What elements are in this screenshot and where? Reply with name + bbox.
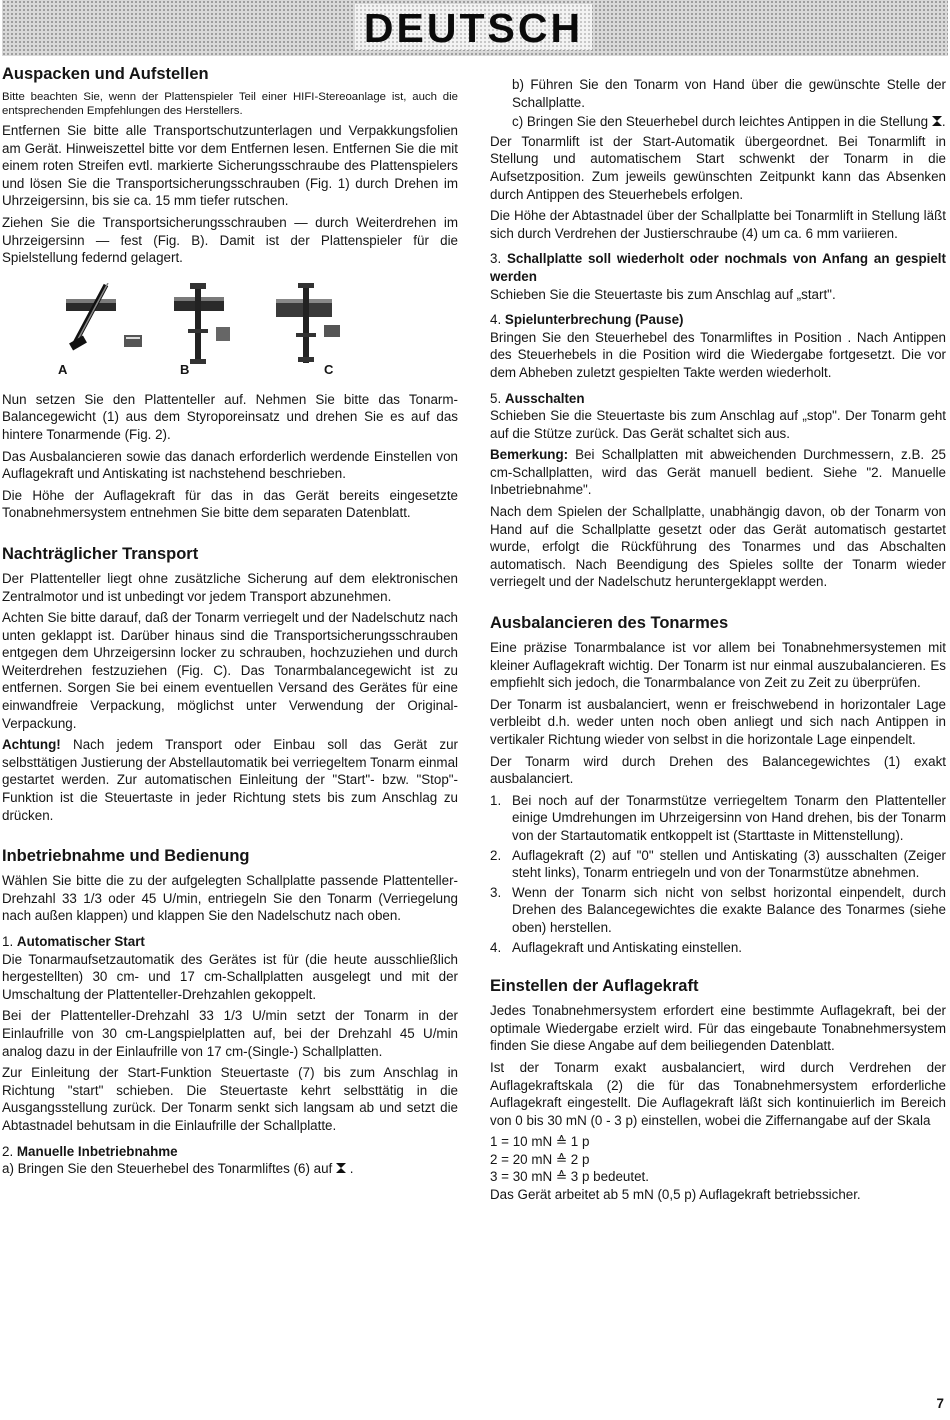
section-title-ausbalancieren: Ausbalancieren des Tonarmes xyxy=(490,614,729,633)
subsection-heading-5: 5. Ausschalten xyxy=(490,390,585,406)
list-item: 2. Auflagekraft (2) auf "0" stellen und Antiskating (3) ausschalten (Zeiger steht links), Tonarm entriegeln und von der Tonarmstütze abnehmen. xyxy=(490,847,946,881)
balance-steps xyxy=(490,792,946,956)
figure-a-drawing xyxy=(66,283,142,350)
achtung-text: Nach jedem Transport oder Einbau soll das Gerät zur selbsttätigen Justierung der Abstellautomatik bei verriegeltem Tonarm einmal gestartet werden. Zur automatischen Einleitung der "Start"- bzw. "Stop"-Funktion ist die Steuertaste in jeder Richtung stets bis zum Anschlag zu drücken. xyxy=(2,737,458,823)
subsection-heading-1: 1. Automatischer Start xyxy=(2,934,145,949)
bemerkung-paragraph xyxy=(490,446,946,499)
force-scale-table xyxy=(490,1133,946,1186)
paragraph: Die Tonarmaufsetzautomatik des Gerätes ist für (die heute ausschließlich hergestellten) 30 cm- und 17 cm-Schallplatten ausgelegt und mit der Umschaltung der Plattenteller-Drehzahlen gekoppelt. xyxy=(2,951,458,1002)
step-b: b) Führen Sie den Tonarm von Hand über die gewünschte Stelle der Schallplatte. xyxy=(512,77,946,110)
paragraph: Das Ausbalancieren sowie das danach erforderlich werdende Einstellen von Auflagekraft und Antiskating ist nachstehend beschrieben. xyxy=(2,448,458,482)
figure-b-drawing xyxy=(174,283,230,364)
bemerkung-label: Bemerkung: xyxy=(490,447,569,463)
paragraph: Schieben Sie die Steuertaste bis zum Anschlag auf „stop". Der Tonarm geht auf die Stütze zurück. Das Gerät schaltet sich aus. xyxy=(490,408,946,441)
page-number: 7 xyxy=(936,1396,944,1411)
paragraph: Schieben Sie die Steuertaste bis zum Anschlag auf „start". xyxy=(490,286,836,302)
list-item: 4. Auflagekraft und Antiskating einstellen. xyxy=(490,939,743,955)
paragraph: Das Gerät arbeitet ab 5 mN (0,5 p) Auflagekraft betriebssicher. xyxy=(490,1187,861,1203)
paragraph: Achten Sie bitte darauf, daß der Tonarm verriegelt und der Nadelschutz nach unten geklappt ist. Darüber hinaus sind die Transportsicherungsschrauben entgegen dem Uhrzeigersinn locker zu schrauben, hochzuziehen und durch Weiterdrehen festzuziehen (Fig. C). Das Tonarmbalancegewicht ist zu entfernen. Sorgen Sie bei einem eventuellen Versand des Gerätes für eine einwandfreie Verpackung, möglichst unter Verwendung der Original-Verpackung. xyxy=(2,610,458,731)
paragraph: Ist der Tonarm exakt ausbalanciert, wird durch Verdrehen der Auflagekraftskala (2) die für das Tonabnehmersystem erforderliche Auflagekraft eingestellt. Die Auflagekraft läßt sich kontinuierlich im Bereich von 0 bis 30 mN (0 - 3 p) einstellen, wobei die Ziffernangabe auf der Skala xyxy=(490,1059,946,1128)
figure-c-drawing xyxy=(276,283,340,363)
lift-down-icon xyxy=(932,116,942,127)
paragraph: Der Tonarmlift ist der Start-Automatik übergeordnet. Bei Tonarmlift in Stellung und automatischem Start schwenkt der Tonarm in die Aufsetzposition. Zum jeweils gewünschten Zeitpunkt kann das Absenken durch Antippen des Steuerhebels erfolgen. xyxy=(490,133,946,202)
figure-label-b: B xyxy=(180,361,190,377)
step-c: c) Bringen Sie den Steuerhebel durch leichtes Antippen in die Stellung . xyxy=(512,114,946,130)
subsection-heading-2: 2. Manuelle Inbetriebnahme xyxy=(2,1143,178,1159)
left-column xyxy=(2,64,458,1182)
scale-row: 2 = 20 mN ≙ 2 p xyxy=(490,1151,590,1167)
paragraph: Der Tonarm wird durch Drehen des Balancegewichtes (1) exakt ausbalanciert. xyxy=(490,753,946,787)
list-item: 3. Wenn der Tonarm sich nicht von selbst horizontal einpendelt, durch Drehen des Balancegewichtes die exakte Balance des Tonarmes (siehe oben) herstellen. xyxy=(490,884,946,935)
manual-steps-cont xyxy=(490,76,946,131)
transport-screw-figure xyxy=(2,283,458,379)
lift-down-icon xyxy=(336,1163,346,1174)
scale-row: 3 = 30 mN ≙ 3 p bedeutet. xyxy=(490,1169,649,1185)
paragraph: Bitte beachten Sie, wenn der Plattenspieler Teil einer HIFI-Stereoanlage ist, auch die entsprechenden Empfehlungen des Herstellers. xyxy=(2,91,458,117)
paragraph: Bei der Plattenteller-Drehzahl 33 1/3 U/min setzt der Tonarm in der Einlaufrille von 30 cm-Langspielplatten auf, bei der Drehzahl 45 U/min analog dazu in der Einlaufrille von 17 cm-(Single-) Schallplatten. xyxy=(2,1008,458,1059)
paragraph: Ziehen Sie die Transportsicherungsschrauben — durch Weiterdrehen im Uhrzeigersinn — fest (Fig. B). Damit ist der Plattenspieler für die Spielstellung federnd gelagert. xyxy=(2,214,458,266)
figure-label-a: A xyxy=(58,361,68,377)
achtung-label: Achtung! xyxy=(2,737,61,753)
paragraph: Die Höhe der Auflagekraft für das in das Gerät bereits eingesetzte Tonabnehmersystem entnehmen Sie bitte dem separaten Datenblatt. xyxy=(2,487,458,521)
section-title-auspacken: Auspacken und Aufstellen xyxy=(2,65,209,83)
paragraph: Nach dem Spielen der Schallplatte, unabhängig davon, ob der Tonarm von Hand auf die Schallplatte gesetzt oder das Gerät automatisch gestartet wurde, erfolgt die Rückführung des Tonarmes und das Abschalten automatisch. Nach Beendigung des Spieles sollte der Tonarm wieder verriegelt und der Nadelschutz heruntergeklappt werden. xyxy=(490,504,946,590)
subsection-heading-3: 3. Schallplatte soll wiederholt oder nochmals von Anfang an gespielt werden xyxy=(490,251,946,284)
paragraph: Der Tonarm ist ausbalanciert, wenn er freischwebend in horizontaler Lage verbleibt d.h. weder unten noch oben anliegt und sich nach Antippen in vertikaler Richtung wieder von selbst in die horizontale Lage einpendelt. xyxy=(490,696,946,747)
subsection-heading-4: 4. Spielunterbrechung (Pause) xyxy=(490,312,684,328)
paragraph: Nun setzen Sie den Plattenteller auf. Nehmen Sie bitte das Tonarm-Balancegewicht (1) aus dem Styroporeinsatz und drehen Sie es auf das hintere Tonarmende (Fig. 2). xyxy=(2,391,458,442)
paragraph: Der Plattenteller liegt ohne zusätzliche Sicherung auf dem elektronischen Zentralmotor und ist unbedingt vor jedem Transport abzunehmen. xyxy=(2,570,458,604)
right-column xyxy=(490,76,946,1208)
achtung-paragraph xyxy=(2,736,458,824)
paragraph: Entfernen Sie bitte alle Transportschutzunterlagen und Verpakkungsfolien am Gerät. Hinweiszettel bitte vor dem Entfernen lesen. Entfernen Sie die mit einem roten Streifen evtl. markierte Sicherungsschraube des Plattenspielers und lösen Sie die Transportsicherungsschrauben (Fig. 1) durch Drehen im Uhrzeigersinn, bis sie ca. 15 mm tiefer rutschen. xyxy=(2,123,458,209)
section-title-transport: Nachträglicher Transport xyxy=(2,544,199,563)
bemerkung-text: Bei Schallplatten mit abweichenden Durchmessern, z.B. 25 cm-Schallplatten, wird das Gerät manuell bedient. Siehe "2. Manuelle Inbetriebnahme". xyxy=(490,447,946,498)
screw-illustration xyxy=(62,283,362,379)
step-a: a) Bringen Sie den Steuerhebel des Tonarmliftes (6) auf . xyxy=(2,1161,354,1177)
paragraph: Jedes Tonabnehmersystem erfordert eine bestimmte Auflagekraft, bei der optimale Wiedergabe erzielt wird. Für das eingebaute Tonabnehmersystem finden Sie diese Angabe auf dem beiliegenden Datenblatt. xyxy=(490,1003,946,1054)
section-title-inbetriebnahme: Inbetriebnahme und Bedienung xyxy=(2,847,250,866)
paragraph: Eine präzise Tonarmbalance ist vor allem bei Tonabnehmersystemen mit kleiner Auflagekraft wichtig. Der Tonarm ist nur einmal auszubalancieren. Es empfiehlt sich jedoch, die Tonarmbalance von Zeit zu Zeit zu überprüfen. xyxy=(490,640,946,691)
list-item: 1. Bei noch auf der Tonarmstütze verriegeltem Tonarm den Plattenteller einige Umdrehungen im Uhrzeigersinn von Hand drehen, bis der Tonarm von der Startautomatik entkoppelt ist (Starttaste in Mittenstellung). xyxy=(490,792,946,843)
page-title: DEUTSCH xyxy=(363,5,584,51)
paragraph: Bringen Sie den Steuerhebel des Tonarmliftes in Position . Nach Antippen des Steuerhebels in die Position wird die Wiedergabe fortgesetzt. Die vor dem Abheben zuletzt gespielten Takte werden wiederholt. xyxy=(490,329,946,380)
paragraph: Die Höhe der Abtastnadel über der Schallplatte bei Tonarmlift in Stellung läßt sich durch Verdrehen der Justierschraube (4) um ca. 6 mm variieren. xyxy=(490,208,946,241)
scale-row: 1 = 10 mN ≙ 1 p xyxy=(490,1134,590,1150)
paragraph: Wählen Sie bitte die zu der aufgelegten Schallplatte passende Plattenteller-Drehzahl 33 1/3 oder 45 U/min, entriegeln Sie den Tonarm (Verriegelung nach außen klappen) und klappen Sie den Nadelschutz nach oben. xyxy=(2,873,458,924)
section-title-auflagekraft: Einstellen der Auflagekraft xyxy=(490,977,699,996)
figure-label-c: C xyxy=(324,361,334,377)
paragraph: Zur Einleitung der Start-Funktion Steuertaste (7) bis zum Anschlag in Richtung "start" schieben. Die Steuertaste kehrt selbsttätig in die Ausgangsstellung zurück. Der Tonarm senkt sich langsam ab und setzt die Abtastnadel behutsam in die Einlaufrille der Schallplatte. xyxy=(2,1065,458,1133)
